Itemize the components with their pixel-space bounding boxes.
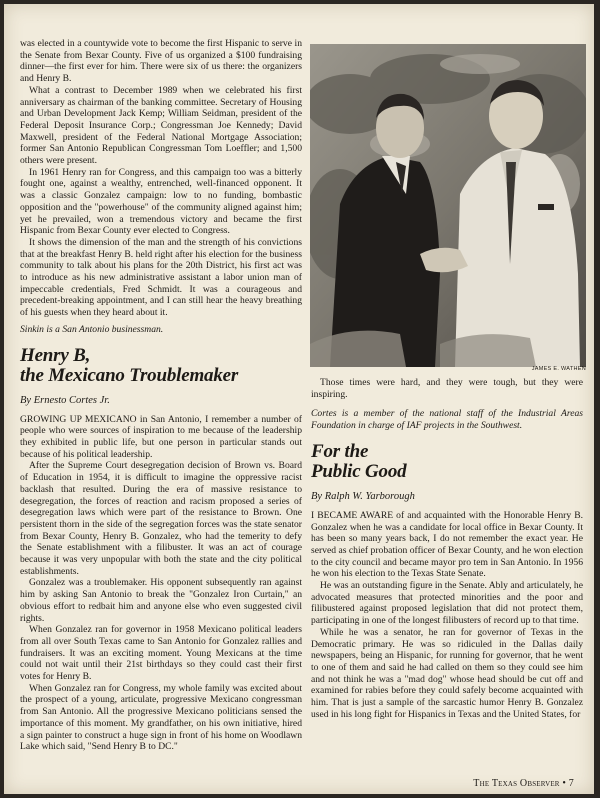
footer-separator: •	[562, 778, 567, 789]
right-column	[311, 377, 583, 720]
title-line-1: For the	[311, 440, 369, 462]
article-title-public-good	[311, 442, 583, 482]
article-paragraph: After the Supreme Court desegregation decision of Brown vs. Board of Education in 1954, it is difficult to imagine the oppressive racist backlash that resulted. During the era of massive resistance to desegregation, the forces of reaction and racism proposed a series of desegregation laws which were part of the resistance to Brown. One persistent thorn in the side of the segregation forces was the state senator from Bexar County, Henry B. Gonzalez, who had the temerity to defy the Senate establishment with a filibuster. It was an act of courage because it was very unpopular with both the state and the city political establishments.	[20, 460, 302, 577]
article-title-henry-b	[20, 346, 302, 386]
photo-credit: JAMES E. WATHEN	[531, 366, 586, 372]
continuation-paragraph: Those times were hard, and they were tough, but they were inspiring.	[311, 377, 583, 400]
title-line-2: the Mexicano Troublemaker	[20, 364, 239, 386]
byline-yarborough: By Ralph W. Yarborough	[311, 490, 415, 502]
intro-paragraph: It shows the dimension of the man and the strength of his convictions that at the breakfast Henry B. held right after his election for the business community to talk about his plans for the 20th District, his first act was to introduce as his new administrative assistant a labor union man of impeccable credentials, Fred Schmidt. It was a courageous and precedent-breaking appointment, and I can still hear the heavy breathing of his guests when they heard about it.	[20, 236, 302, 319]
publication-name: The Texas Observer	[473, 778, 560, 789]
article-paragraph: While he was a senator, he ran for governor of Texas in the Democratic primary. He was so ridiculed in the Dallas daily newspapers, being an Hispanic, for running for governor, that he went to one of them and said he had called on them so they could see him and not think he was a "mad dog" whose head should be cut off and examined for rabies before they could safely become acquainted with him. That is just a sample of the sarcastic humor Henry B. Gonzalez used in his long fight for Hispanics in Texas and the United States, for	[311, 626, 583, 720]
intro-paragraph: was elected in a countywide vote to become the first Hispanic to serve in the Senate from Bexar County. Five of us organized a $100 fundraising dinner—the first ever for him. There were six of us there: the organizers and Henry B.	[20, 38, 302, 85]
magazine-page	[4, 4, 594, 794]
page-footer	[473, 778, 574, 789]
article-paragraph: GROWING UP MEXICANO in San Antonio, I remember a number of people who were sources of inspiration to me because of the leadership they exhibited in public life, but one person in particular stands out because of his political leadership.	[20, 413, 302, 460]
article-paragraph: When Gonzalez ran for Congress, my whole family was excited about the prospect of a young, articulate, progressive Mexicano congressman from San Antonio. All the progressive Mexicano politicians sensed the importance of this moment. My grandfather, on his own initiative, hired a sign painter to construct a huge sign in front of his home on Woodlawn Lake which said, "Send Henry B to DC."	[20, 682, 302, 753]
intro-paragraph: In 1961 Henry ran for Congress, and this campaign too was a bitterly fought one, against a wealthy, entrenched, well-financed opponent. It was a classic Gonzalez campaign: low to no funding, bombastic opposition and the "powerhouse" of the community aligned against him; yet he prevailed, won a tremendous victory and became the first Hispanic from Bexar County ever elected to Congress.	[20, 166, 302, 237]
article-paragraph: When Gonzalez ran for governor in 1958 Mexicano political leaders from all over South Texas came to San Antonio for Gonzalez rallies and fundraisers. It was an exciting moment. Young Mexicans at the time could not wait until their 21st birthdays so they could cast their first votes for Henry B.	[20, 624, 302, 683]
article-paragraph: I BECAME AWARE of and acquainted with the Honorable Henry B. Gonzalez when he was a candidate for local office in Bexar County. It has been so many years back, I do not remember the exact year. He served as chief probation officer of Bexar County, and he won election to the city council and became mayor pro tem in San Antonio. In 1956 he won his election to the Texas State Senate.	[311, 509, 583, 580]
article-paragraph: He was an outstanding figure in the Senate. Ably and articulately, he advocated measures that protected minorities and the poor and filibustered against proposed legislation that did not protect them, participating in one of the longest filibusters of record up to that time.	[311, 580, 583, 627]
page-number: 7	[568, 778, 574, 789]
title-line-1: Henry B,	[20, 344, 91, 366]
photo-illustration	[310, 44, 586, 367]
intro-paragraph: What a contrast to December 1989 when we celebrated his first anniversary as chairman of the banking committee. Secretary of Housing and Urban Development Jack Kemp; William Seidman, president of the Federal Deposit Insurance Corp.; Congressman Joe Kennedy; David Maxwell, president of the Federal National Mortgage Association; former San Antonio Republican Congressman Tom Loeffler; and 1,500 others were present.	[20, 84, 302, 167]
byline-cortes: By Ernesto Cortes Jr.	[20, 394, 110, 406]
title-line-2: Public Good	[311, 460, 407, 482]
author-bio-sinkin: Sinkin is a San Antonio businessman.	[20, 323, 164, 335]
left-column	[20, 38, 302, 753]
article-paragraph: Gonzalez was a troublemaker. His opponent subsequently ran against him by asking San Antonio to break the "Gonzalez Iron Curtain," an obvious effort to redbait him and anyone else who even suggested civil rights.	[20, 577, 302, 624]
photo-two-men-handshake	[310, 44, 586, 367]
author-bio-cortes: Cortes is a member of the national staff of the Industrial Areas Foundation in charge of IAF projects in the Southwest.	[311, 408, 583, 432]
